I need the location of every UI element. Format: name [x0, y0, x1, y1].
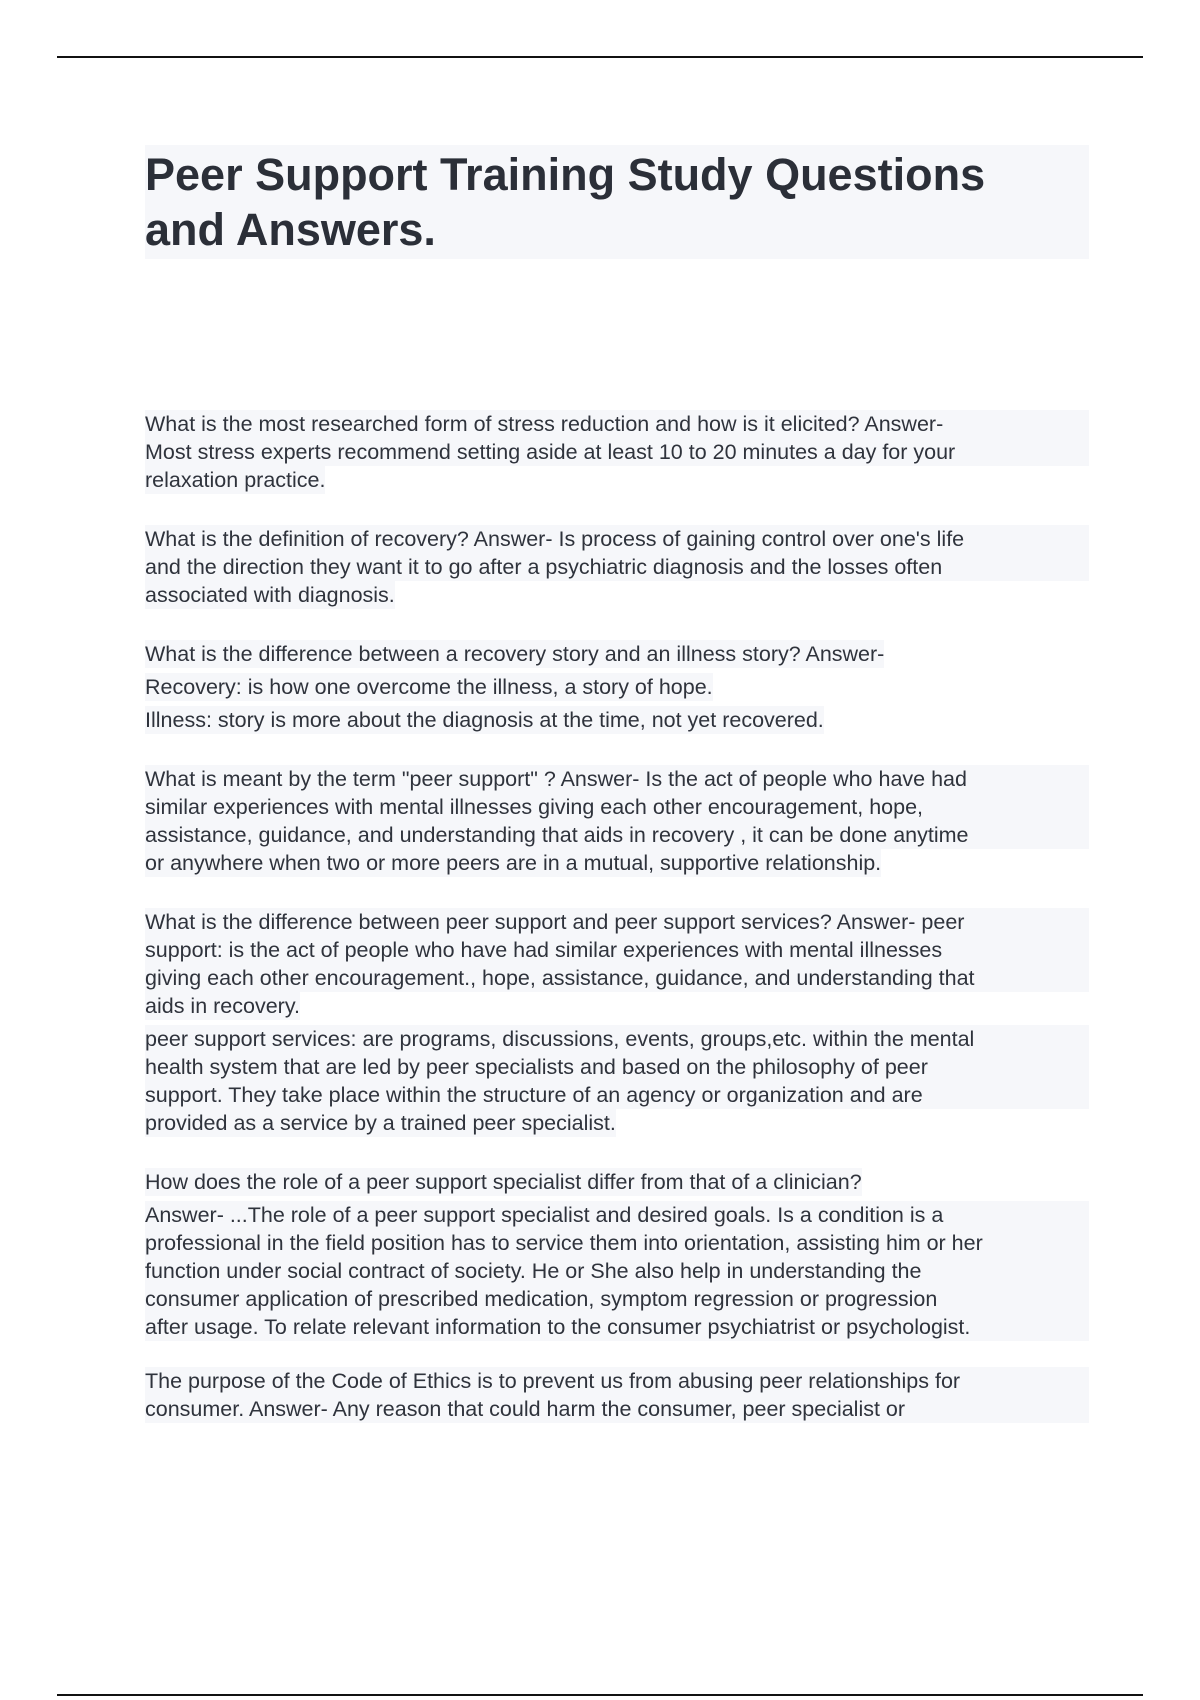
document-title: [145, 145, 1089, 259]
qa-line: provided as a service by a trained peer specialist.: [145, 1111, 616, 1135]
qa-line: relaxation practice.: [145, 468, 326, 492]
qa-line: similar experiences with mental illnesses giving each other encouragement, hope,: [145, 793, 1089, 821]
qa-line: giving each other encouragement., hope, assistance, guidance, and understanding that: [145, 964, 1089, 992]
qa-item-stress-reduction: [145, 410, 1089, 499]
qa-line: professional in the field position has to service them into orientation, assisting him or her: [145, 1229, 1089, 1257]
qa-item-peer-support-term: [145, 765, 1089, 882]
qa-line: consumer application of prescribed medication, symptom regression or progression: [145, 1285, 1089, 1313]
qa-line: peer support services: are programs, discussions, events, groups,etc. within the mental: [145, 1025, 1089, 1053]
qa-line: Most stress experts recommend setting aside at least 10 to 20 minutes a day for your: [145, 438, 1089, 466]
qa-line: What is meant by the term "peer support" ? Answer- Is the act of people who have had: [145, 765, 1089, 793]
top-rule: [57, 56, 1143, 58]
qa-line: Recovery: is how one overcome the illness, a story of hope.: [145, 675, 713, 699]
qa-line: aids in recovery.: [145, 994, 300, 1018]
qa-line: What is the most researched form of stress reduction and how is it elicited? Answer-: [145, 410, 1089, 438]
document-body: [145, 145, 1089, 1449]
qa-line: support: is the act of people who have had similar experiences with mental illnesses: [145, 936, 1089, 964]
qa-line: What is the definition of recovery? Answer- Is process of gaining control over one's life: [145, 525, 1089, 553]
bottom-rule: [57, 1694, 1143, 1696]
qa-item-code-of-ethics: [145, 1367, 1089, 1423]
qa-line: consumer. Answer- Any reason that could harm the consumer, peer specialist or: [145, 1395, 1089, 1423]
qa-line: Answer- ...The role of a peer support specialist and desired goals. Is a condition is a: [145, 1201, 1089, 1229]
qa-line: support. They take place within the structure of an agency or organization and are: [145, 1081, 1089, 1109]
qa-line: or anywhere when two or more peers are in a mutual, supportive relationship.: [145, 851, 882, 875]
qa-line: What is the difference between a recovery story and an illness story? Answer-: [145, 642, 885, 666]
qa-line: What is the difference between peer support and peer support services? Answer- peer: [145, 908, 1089, 936]
qa-line: after usage. To relate relevant information to the consumer psychiatrist or psychologist.: [145, 1313, 1089, 1341]
qa-list: [145, 410, 1089, 1423]
qa-line: associated with diagnosis.: [145, 583, 395, 607]
qa-line: How does the role of a peer support specialist differ from that of a clinician?: [145, 1170, 862, 1194]
title-line-2: and Answers.: [145, 204, 436, 255]
qa-line: The purpose of the Code of Ethics is to prevent us from abusing peer relationships for: [145, 1367, 1089, 1395]
qa-line: function under social contract of society. He or She also help in understanding the: [145, 1257, 1089, 1285]
qa-item-specialist-vs-clinician: [145, 1168, 1089, 1341]
qa-line: Illness: story is more about the diagnosis at the time, not yet recovered.: [145, 708, 824, 732]
qa-line: and the direction they want it to go after a psychiatric diagnosis and the losses often: [145, 553, 1089, 581]
qa-line: assistance, guidance, and understanding that aids in recovery , it can be done anytime: [145, 821, 1089, 849]
title-line-1: Peer Support Training Study Questions: [145, 149, 986, 200]
qa-item-definition-of-recovery: [145, 525, 1089, 614]
qa-line: health system that are led by peer specialists and based on the philosophy of peer: [145, 1053, 1089, 1081]
qa-item-recovery-vs-illness-story: [145, 640, 1089, 739]
qa-item-peer-support-vs-services: [145, 908, 1089, 1142]
